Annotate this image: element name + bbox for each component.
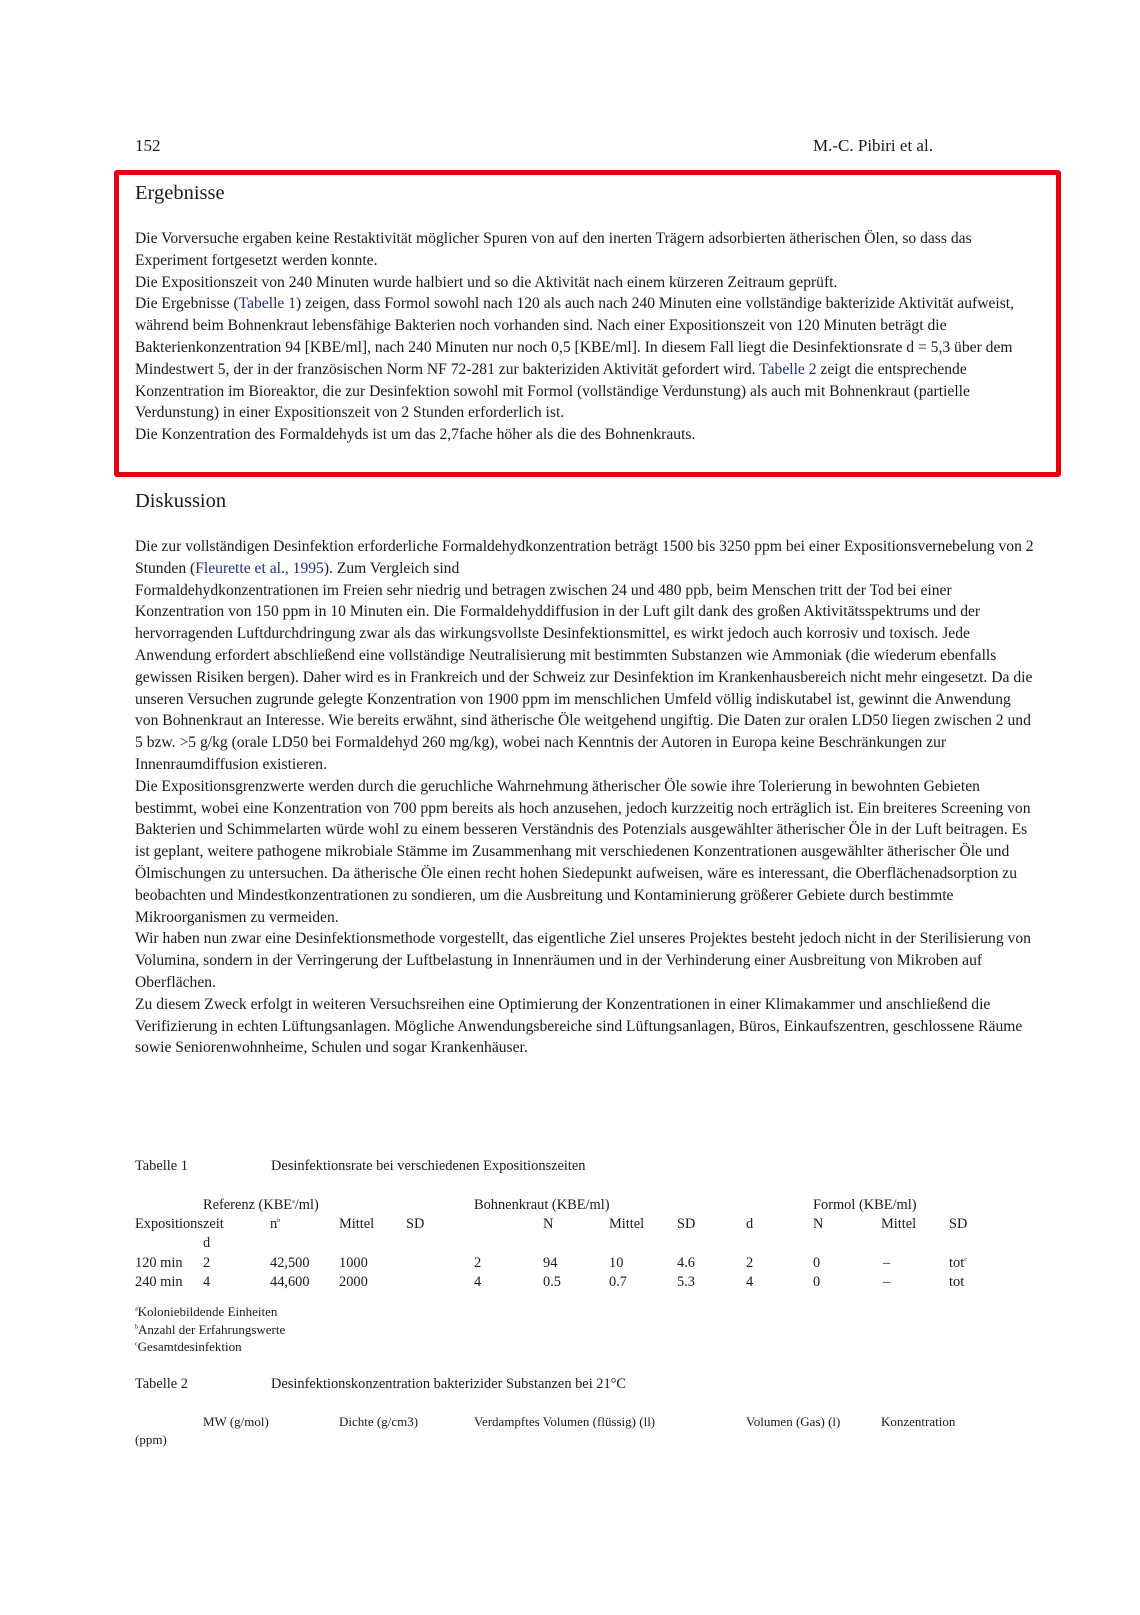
discussion-paragraph-1 bbox=[135, 536, 1035, 776]
cell-formol-sd: tot bbox=[949, 1274, 965, 1290]
table-2-label: Tabelle 2 bbox=[135, 1376, 188, 1392]
results-paragraph-3 bbox=[135, 293, 1035, 424]
footnote-text: Koloniebildende Einheiten bbox=[137, 1304, 278, 1319]
cell-formol-n: 0 bbox=[813, 1274, 821, 1290]
footnote-text: Gesamtdesinfektion bbox=[137, 1339, 242, 1354]
footnote bbox=[135, 1322, 285, 1338]
col-header-konzentration-unit: (ppm) bbox=[135, 1432, 167, 1447]
cell-mittel: 2000 bbox=[339, 1274, 368, 1290]
col-header-expositionszeit: Expositionszeit bbox=[135, 1216, 224, 1232]
cell-formol-mittel: – bbox=[883, 1274, 891, 1290]
group-header-bohnenkraut: Bohnenkraut (KBE/ml) bbox=[474, 1197, 610, 1213]
col-header-bohnenkraut-n: N bbox=[543, 1216, 554, 1232]
col-header-d: d bbox=[203, 1235, 211, 1251]
text-run: Referenz (KBE bbox=[203, 1197, 293, 1213]
text-run: tot bbox=[949, 1255, 965, 1271]
results-body bbox=[135, 228, 1035, 446]
group-header-referenz bbox=[203, 1197, 319, 1214]
col-header-verdampftes-volumen: Verdampftes Volumen (flüssig) (ll) bbox=[474, 1414, 656, 1429]
group-header-formol: Formol (KBE/ml) bbox=[813, 1197, 917, 1213]
discussion-paragraph-3: Wir haben nun zwar eine Desinfektionsmethode vorgestellt, das eigentliche Ziel unseres Projektes besteht jedoch nicht in der Sterilisierung von Volumina, sondern in der Verringerung der Luftbelastung in Innenräumen und in der Verhinderung einer Ausbreitung von Mikroben auf Oberflächen. bbox=[135, 930, 1031, 991]
col-header-bohnenkraut-mittel: Mittel bbox=[609, 1216, 645, 1232]
cell-bohnenkraut-d0: 2 bbox=[474, 1255, 482, 1271]
text-run: ). Zum Vergleich sind bbox=[323, 559, 460, 577]
text-run: n bbox=[270, 1216, 278, 1232]
cell-bohnenkraut-n: 0.5 bbox=[543, 1274, 561, 1290]
footnote-mark: b bbox=[135, 1324, 138, 1331]
footnote-mark: c bbox=[135, 1341, 138, 1348]
col-header-formol-sd: SD bbox=[949, 1216, 968, 1232]
col-header-konzentration: Konzentration bbox=[881, 1414, 956, 1429]
col-header-formol-mittel: Mittel bbox=[881, 1216, 917, 1232]
footnote-text: Anzahl der Erfahrungswerte bbox=[138, 1322, 286, 1337]
cell-bohnenkraut-mittel: 0.7 bbox=[609, 1274, 627, 1290]
table-2-link[interactable]: Tabelle 2 bbox=[759, 360, 817, 378]
footnote-mark: a bbox=[292, 1199, 295, 1206]
results-paragraph-4: Die Konzentration des Formaldehyds ist um das 2,7fache höher als die des Bohnenkrauts. bbox=[135, 426, 696, 444]
footnote bbox=[135, 1339, 242, 1355]
text-run: Formaldehydkonzentrationen im Freien sehr niedrig und betragen zwischen 24 und 480 ppb, beim Menschen tritt der Tod bei einer Konzentration von 150 ppm in 10 Minuten ein. Die Formaldehyddiffusion in der Luft gilt dank des großen Aktivitätsspektrums und der hervorragenden Luftdurchdringung zwar als das wirkungsvollste Desinfektionsmittel, es wirkt jedoch auch korrosiv und toxisch. Jede Anwendung erfordert abschließend eine vollständige Neutralisierung mit bestimmten Substanzen wie Ammoniak (die wiederum ebenfalls gewissen Risiken bergen). Daher wird es in Frankreich und der Schweiz zur Desinfektion im Krankenhausbereich nicht mehr eingesetzt. Da die unseren Versuchen zugrunde gelegte Konzentration von 1900 ppm im menschlichen Umfeld völlig indiskutabel ist, gewinnt die Anwendung von Bohnenkraut an Interesse. Wie bereits erwähnt, sind ätherische Öle weitgehend ungiftig. Die Daten zur oralen LD50 liegen zwischen 2 und 5 bzw. >5 g/kg (orale LD50 bei Formaldehyd 260 mg/kg), wobei nach Kenntnis der Autoren in Europa keine Beschränkungen zur Innenraumdiffusion existieren. bbox=[135, 581, 1033, 773]
section-title-ergebnisse: Ergebnisse bbox=[135, 182, 225, 204]
cell-bohnenkraut-d: 2 bbox=[746, 1255, 754, 1271]
cell-bohnenkraut-n: 94 bbox=[543, 1255, 558, 1271]
col-header-bohnenkraut-d: d bbox=[746, 1216, 754, 1232]
cell-n: 42,500 bbox=[270, 1255, 310, 1271]
text-run: Die Ergebnisse ( bbox=[135, 295, 239, 313]
discussion-paragraph-2: Die Expositionsgrenzwerte werden durch die geruchliche Wahrnehmung ätherischer Öle sowie ihre Tolerierung in bewohnten Gebieten bestimmt, wobei eine Konzentration von 700 ppm bereits als hoch anzusehen, jedoch kurzzeitig noch erträglich ist. Ein breiteres Screening von Bakterien und Schimmelarten würde wohl zu einem besseren Verständnis des Potenzials ausgewählter ätherischer Öle in der Luft beitragen. Es ist geplant, weitere pathogene mikrobiale Stämme im Zusammenhang mit verschiedenen Konzentrationen ausgewählter ätherischer Öle und Ölmischungen zu untersuchen. Da ätherische Öle einen recht hohen Siedepunkt aufweisen, wäre es interessant, die Oberflächenadsorption zu beobachten und Mindestkonzentrationen zu sondieren, um die Ausbreitung und Kontaminierung größerer Gebiete durch bestimmte Mikroorganismen zu vermeiden. bbox=[135, 777, 1031, 926]
cell-bohnenkraut-mittel: 10 bbox=[609, 1255, 624, 1271]
footnote-mark: c bbox=[964, 1257, 967, 1264]
table-1-link[interactable]: Tabelle 1 bbox=[238, 295, 297, 313]
cell-bohnenkraut-sd: 5.3 bbox=[677, 1274, 695, 1290]
page-number: 152 bbox=[135, 136, 161, 155]
cell-d: 4 bbox=[203, 1274, 211, 1290]
cell-time: 240 min bbox=[135, 1274, 183, 1290]
results-paragraph-2: Die Expositionszeit von 240 Minuten wurde halbiert und so die Aktivität nach einem kürzeren Zeitraum geprüft. bbox=[135, 273, 838, 291]
col-header-mittel: Mittel bbox=[339, 1216, 375, 1232]
table-2-caption: Desinfektionskonzentration bakterizider Substanzen bei 21°C bbox=[271, 1376, 627, 1392]
table-1-label: Tabelle 1 bbox=[135, 1158, 188, 1174]
discussion-body bbox=[135, 536, 1035, 1059]
footnote bbox=[135, 1304, 277, 1320]
results-paragraph-1: Die Vorversuche ergaben keine Restaktivität möglicher Spuren von auf den inerten Trägern adsorbierten ätherischen Ölen, so dass das Experiment fortgesetzt werden konnte. bbox=[135, 230, 972, 269]
cell-bohnenkraut-d: 4 bbox=[746, 1274, 754, 1290]
col-header-n bbox=[270, 1216, 280, 1233]
col-header-formol-n: N bbox=[813, 1216, 824, 1232]
footnote-mark: a bbox=[135, 1306, 138, 1313]
table-1-caption: Desinfektionsrate bei verschiedenen Expositionszeiten bbox=[271, 1158, 586, 1174]
cell-formol-mittel: – bbox=[883, 1255, 891, 1271]
cell-bohnenkraut-sd: 4.6 bbox=[677, 1255, 695, 1271]
cell-time: 120 min bbox=[135, 1255, 183, 1271]
cell-bohnenkraut-d0: 4 bbox=[474, 1274, 482, 1290]
cell-formol-n: 0 bbox=[813, 1255, 821, 1271]
cell-n: 44,600 bbox=[270, 1274, 310, 1290]
text-run: zeigt die entsprechende Konzentration im Bioreaktor, die zur Desinfektion sowohl mit Formol (vollständige Verdunstung) als auch mit Bohnenkraut (partielle Verdunstung) in einer Expositionszeit von 2 Stunden erforderlich ist. bbox=[135, 360, 970, 422]
text-run: Die zur vollständigen Desinfektion erforderliche Formaldehydkonzentration beträgt 1500 bis 3250 ppm bei einer Expositionsvernebelung von 2 Stunden ( bbox=[135, 538, 1034, 577]
col-header-dichte: Dichte (g/cm3) bbox=[339, 1414, 419, 1429]
col-header-bohnenkraut-sd: SD bbox=[677, 1216, 696, 1232]
section-title-diskussion: Diskussion bbox=[135, 490, 227, 512]
footnote-mark: b bbox=[277, 1218, 281, 1225]
col-header-sd: SD bbox=[406, 1216, 425, 1232]
text-run: ) zeigen, dass Formol sowohl nach 120 als auch nach 240 Minuten eine vollständige bakterizide Aktivität aufweist, während beim Bohnenkraut lebensfähige Bakterien noch vorhanden sind. Nach einer Expositionszeit von 120 Minuten beträgt die Bakterienkonzentration 94 [KBE/ml], nach 240 Minuten nur noch 0,5 [KBE/ml]. In diesem Fall liegt die Desinfektionsrate d = 5,3 über dem Mindestwert 5, der in der französischen Norm NF 72-281 zur bakteriziden Aktivität gefordert wird. bbox=[135, 295, 1015, 378]
cell-formol-sd bbox=[949, 1255, 967, 1272]
cell-d: 2 bbox=[203, 1255, 211, 1271]
running-head-authors: M.-C. Pibiri et al. bbox=[813, 136, 933, 155]
col-header-mw: MW (g/mol) bbox=[203, 1414, 269, 1429]
discussion-paragraph-4: Zu diesem Zweck erfolgt in weiteren Versuchsreihen eine Optimierung der Konzentrationen in einer Klimakammer und anschließend die Verifizierung in echten Lüftungsanlagen. Mögliche Anwendungsbereiche sind Lüftungsanlagen, Büros, Einkaufszentren, geschlossene Räume sowie Seniorenwohnheime, Schulen und sogar Krankenhäuser. bbox=[135, 995, 1023, 1057]
col-header-volumen-gas: Volumen (Gas) (l) bbox=[746, 1414, 841, 1429]
citation-link-fleurette[interactable]: Fleurette et al., 1995 bbox=[195, 559, 324, 577]
text-run: /ml) bbox=[294, 1197, 319, 1213]
cell-mittel: 1000 bbox=[339, 1255, 368, 1271]
